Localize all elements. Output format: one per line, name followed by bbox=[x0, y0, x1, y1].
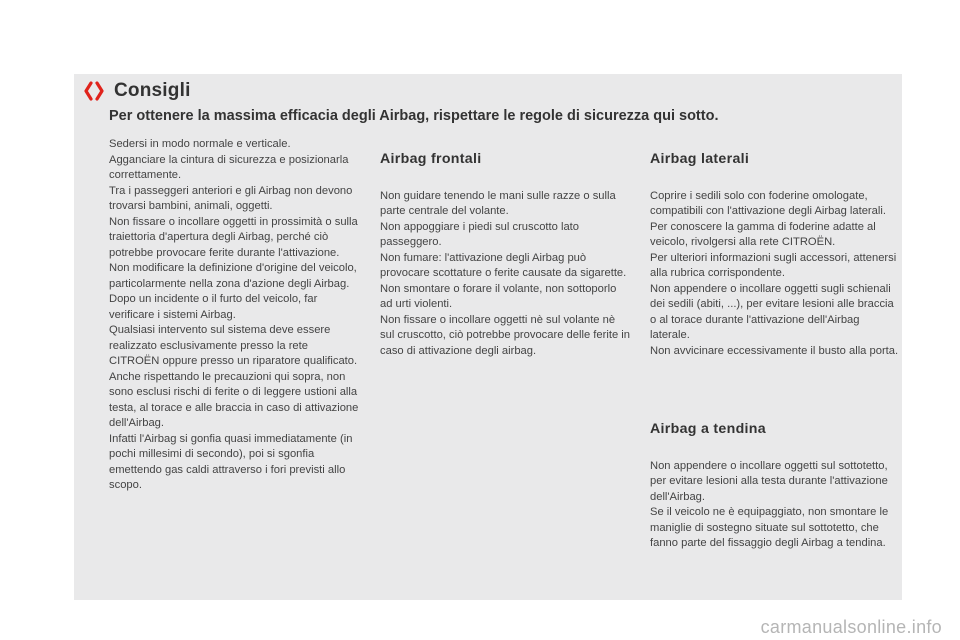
warning-triangle-icon bbox=[84, 81, 104, 101]
section-frontal-text: Non guidare tenendo le mani sulle razze o sulla parte centrale del volante. Non appoggiare i piedi sul cruscotto lato passeggero. Non fumare: l'attivazione degli Airbag può provocare scottature o ferite causate da sigarette. Non smontare o forare il volante, non sottoporlo ad urti violenti. Non fissare o incollare oggetti nè sul volante nè sul cruscotto, ciò potrebbe provocare delle ferite in caso di attivazione degli airbag. bbox=[380, 189, 630, 357]
section-lateral bbox=[650, 136, 900, 375]
watermark: carmanualsonline.info bbox=[760, 617, 942, 637]
header-row bbox=[84, 80, 191, 102]
page-subtitle: Per ottenere la massima efficacia degli Airbag, rispettare le regole di sicurezza qui sotto. bbox=[109, 108, 719, 124]
section-lateral-text: Coprire i sedili solo con foderine omologate, compatibili con l'attivazione degli Airbag laterali. Per conoscere la gamma di foderine adatte al veicolo, rivolgersi alla rete CITROËN. Per ulteriori informazioni sugli accessori, attenersi alla rubrica corrispondente. Non appendere o incollare oggetti sugli schienali dei sedili (abiti, ...), per evitare lesioni alle braccia o al torace durante l'attivazione dell'Airbag laterale. Non avvicinare eccessivamente il busto alla porta. bbox=[650, 189, 899, 357]
section-curtain bbox=[650, 406, 900, 567]
advice-panel bbox=[74, 74, 902, 600]
page-title: Consigli bbox=[114, 80, 191, 101]
section-frontal bbox=[380, 136, 630, 375]
intro-text: Sedersi in modo normale e verticale. Agganciare la cintura di sicurezza e posizionarla correttamente. Tra i passeggeri anteriori e gli Airbag non devono trovarsi bambini, animali, oggetti. Non fissare o incollare oggetti in prossimità o sulla traiettoria d'apertura degli Airbag, perché ciò potrebbe provocare ferite durante l'attivazione. Non modificare la definizione d'origine del veicolo, particolarmente nella zona d'azione degli Airbag. Dopo un incidente o il furto del veicolo, far verificare i sistemi Airbag. Qualsiasi intervento sul sistema deve essere realizzato esclusivamente presso la rete CITROËN oppure presso un riparatore qualificato. Anche rispettando le precauzioni qui sopra, non sono esclusi rischi di ferite o di leggere ustioni alla testa, al torace e alle braccia in caso di attivazione dell'Airbag. Infatti l'Airbag si gonfia quasi immediatamente (in pochi millesimi di secondo), poi si sgonfia emettendo gas caldi attraverso i fori previsti allo scopo. bbox=[109, 138, 359, 491]
section-frontal-title: Airbag frontali bbox=[380, 150, 482, 167]
section-curtain-title: Airbag a tendina bbox=[650, 420, 766, 437]
section-lateral-title: Airbag laterali bbox=[650, 150, 750, 167]
section-curtain-text: Non appendere o incollare oggetti sul sottotetto, per evitare lesioni alla testa durante l'attivazione dell'Airbag. Se il veicolo ne è equipaggiato, non smontare le maniglie di sostegno situate sul sottotetto, che fanno parte del fissaggio degli Airbag a tendina. bbox=[650, 459, 889, 549]
